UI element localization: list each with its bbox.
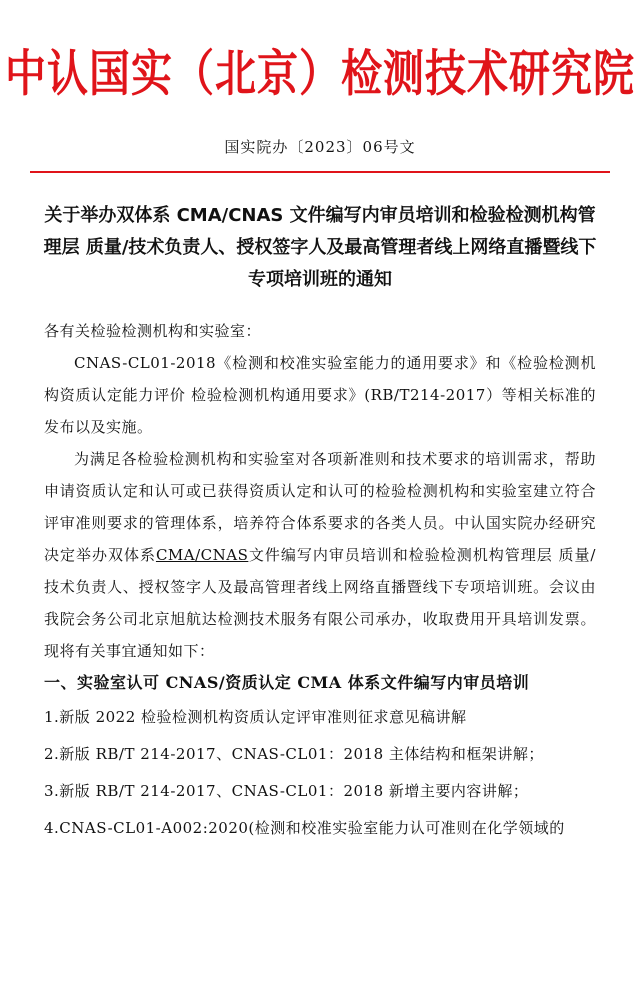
notice-title: 关于举办双体系 CMA/CNAS 文件编写内审员培训和检验检测机构管理层 质量/技术负责人、授权签字人及最高管理者线上网络直播暨线下专项培训班的通知 [43, 205, 597, 290]
paragraph-standards: CNAS-CL01-2018《检测和校准实验室能力的通用要求》和《检验检测机构资质认定能力评价 检验检测机构通用要求》(RB/T214-2017）等相关标准的发布以及实施。 [44, 354, 596, 436]
list-item: 2.新版 RB/T 214-2017、CNAS-CL01：2018 主体结构和框架讲解； [44, 745, 544, 763]
cma-cnas-underlined: CMA/CNAS [155, 546, 249, 564]
list-item: 4.CNAS-CL01-A002:2020(检测和校准实验室能力认可准则在化学领域的 [44, 819, 565, 837]
list-item: 3.新版 RB/T 214-2017、CNAS-CL01：2018 新增主要内容讲解； [44, 782, 529, 800]
organization-header: 中认国实（北京）检测技术研究院 [5, 44, 635, 103]
paragraph-purpose-text: 为满足各检验检测机构和实验室对各项新准则和技术要求的培训需求，帮助申请资质认定和认可或已获得资质认定和认可的检验检测机构和实验室建立符合评审准则要求的管理体系，培养符合体系要求的各类人员。中认国实院办经研究决定举办双体系 [44, 450, 596, 564]
paragraph-purpose-text-continued: 文件编写内审员培训和检验检测机构管理层 质量/技术负责人、授权签字人及最高管理者线上网络直播暨线下专项培训班。会议由我院会务公司北京旭航达检测技术服务有限公司承办，收取费用开具培训发票。现将有关事宜通知如下： [44, 546, 596, 660]
document-number: 国实院办〔2023〕06号文 [224, 138, 416, 156]
paragraph-purpose [44, 443, 596, 667]
salutation: 各有关检验检测机构和实验室： [44, 322, 262, 340]
section-heading-1: 一、实验室认可 CNAS/资质认定 CMA 体系文件编写内审员培训 [44, 673, 530, 692]
notice-body [44, 315, 596, 847]
list-item: 1.新版 2022 检验检测机构资质认定评审准则征求意见稿讲解 [44, 708, 467, 726]
red-divider [30, 171, 610, 173]
